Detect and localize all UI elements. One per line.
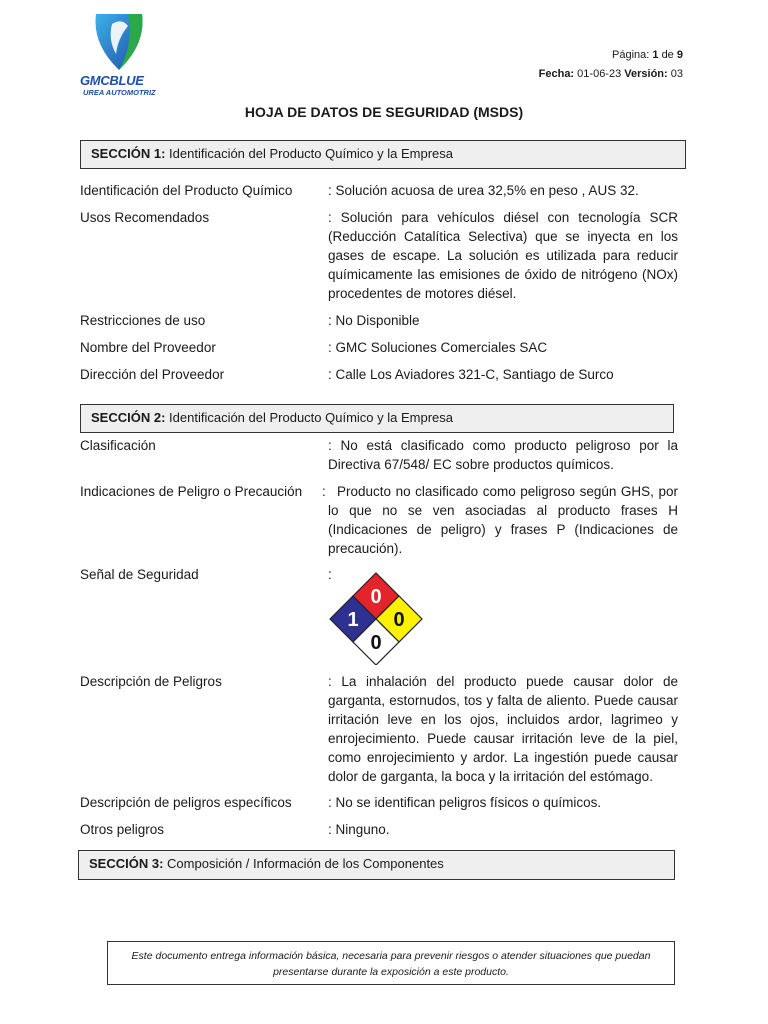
value-proveedor: : GMC Soluciones Comerciales SAC <box>328 340 548 355</box>
value-especificos: : No se identifican peligros físicos o químicos. <box>328 795 602 810</box>
section-1-header: SECCIÓN 1: Identificación del Producto Químico y la Empresa <box>80 140 686 169</box>
page-indicator: Página: 1 de 9 <box>612 49 683 61</box>
value-clasificacion: : No está clasificado como producto peligroso por la Directiva 67/548/ EC sobre productos químicos. <box>328 438 678 472</box>
label-restricciones: Restricciones de uso <box>80 313 206 328</box>
nfpa-flammability-value: 0 <box>370 586 382 608</box>
brand-tagline: UREA AUTOMOTRIZ <box>83 88 156 97</box>
colon-indicaciones: : <box>322 484 326 499</box>
date-version: Fecha: 01-06-23 Versión: 03 <box>538 68 683 80</box>
label-direccion: Dirección del Proveedor <box>80 367 225 382</box>
label-indicaciones: Indicaciones de Peligro o Precaución <box>80 484 303 499</box>
value-usos: : Solución para vehículos diésel con tecnología SCR (Reducción Catalítica Selectiva) que se inyecta en los gases de escape. La solución es utilizada para reducir químicamente las emisiones de óxido de nitrógeno (NOx) procedentes de motores diésel. <box>328 210 678 301</box>
section-2-header: SECCIÓN 2: Identificación del Producto Químico y la Empresa <box>80 404 674 433</box>
shield-logo-icon <box>88 8 150 74</box>
value-otros: : Ninguno. <box>328 822 390 837</box>
section-3-header: SECCIÓN 3: Composición / Información de los Componentes <box>78 850 675 880</box>
value-descripcion: : La inhalación del producto puede causar dolor de garganta, estornudos, tos y falta de aliento. Puede causar irritación leve en los ojos, incluidos ardor, lagrimeo y enrojecimiento. Puede causar irritación leve de la piel, como enrojecimiento y ardor. La ingestión puede causar dolor de garganta, la boca y la irritación del estómago. <box>328 674 678 784</box>
label-especificos: Descripción de peligros específicos <box>80 795 292 810</box>
value-indicaciones: Producto no clasificado como peligroso según GHS, por lo que no se ven asociadas al producto frases H (Indicaciones de peligro) y frases P (Indicaciones de precaución). <box>328 484 678 556</box>
value-id-producto: : Solución acuosa de urea 32,5% en peso , AUS 32. <box>328 183 639 198</box>
nfpa-diamond-icon <box>329 571 423 665</box>
value-restricciones: : No Disponible <box>328 313 420 328</box>
label-otros: Otros peligros <box>80 822 165 837</box>
colon-senal: : <box>328 567 332 582</box>
company-logo <box>80 8 160 96</box>
label-usos: Usos Recomendados <box>80 210 210 225</box>
document-meta <box>539 46 683 84</box>
label-id-producto: Identificación del Producto Químico <box>80 183 293 198</box>
label-proveedor: Nombre del Proveedor <box>80 340 216 355</box>
nfpa-reactivity-value: 0 <box>393 609 405 631</box>
nfpa-health-value: 1 <box>347 609 359 631</box>
brand-name: GMCBLUE <box>80 73 144 88</box>
nfpa-special-value: 0 <box>370 632 382 654</box>
value-direccion: : Calle Los Aviadores 321-C, Santiago de Surco <box>328 367 614 382</box>
footer-disclaimer: Este documento entrega información básica, necesaria para prevenir riesgos o atender situaciones que puedan presentarse durante la exposición a este producto. <box>107 941 675 985</box>
label-senal: Señal de Seguridad <box>80 567 199 582</box>
label-clasificacion: Clasificación <box>80 438 156 453</box>
document-title: HOJA DE DATOS DE SEGURIDAD (MSDS) <box>244 104 524 120</box>
label-descripcion: Descripción de Peligros <box>80 674 222 689</box>
